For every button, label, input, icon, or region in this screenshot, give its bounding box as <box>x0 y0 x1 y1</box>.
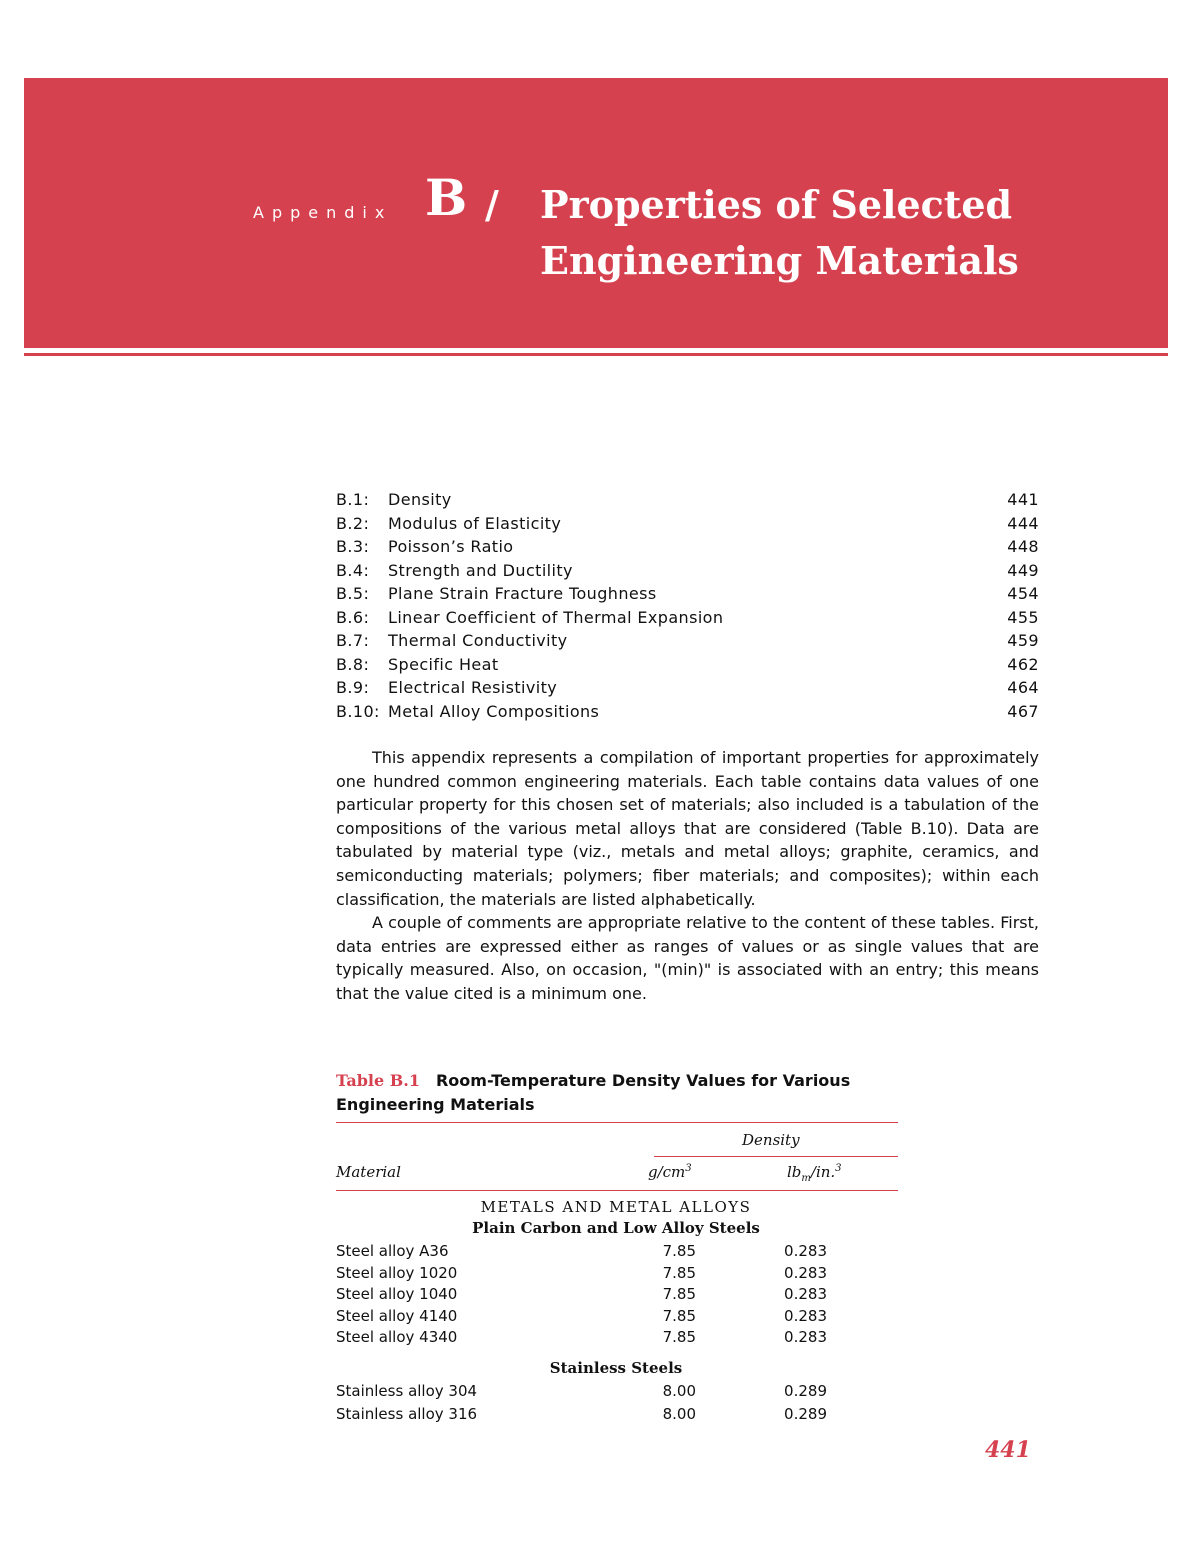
toc-title: Electrical Resistivity <box>388 678 558 697</box>
page-title-line-2: Engineering Materials <box>540 238 1019 283</box>
column-header-lb-in3 <box>787 1163 842 1184</box>
intro-text <box>336 746 1039 1006</box>
material-cell: Stainless alloy 316 <box>336 1405 478 1423</box>
toc-entry[interactable] <box>336 535 1039 559</box>
table-row <box>336 1283 896 1305</box>
toc-page: 448 <box>1007 537 1039 556</box>
toc-number: B.9: <box>336 678 370 697</box>
toc-title: Metal Alloy Compositions <box>388 701 600 721</box>
toc-entry[interactable] <box>336 629 1039 653</box>
toc-number: B.10: <box>336 701 380 721</box>
toc-entry[interactable] <box>336 653 1039 677</box>
toc-entry[interactable] <box>336 559 1039 583</box>
toc-number: B.4: <box>336 560 370 580</box>
lb-subscript: m <box>801 1173 811 1184</box>
g-cm3-exponent: 3 <box>685 1163 692 1174</box>
table-row <box>336 1305 896 1327</box>
table-row <box>336 1240 896 1262</box>
lb-in3-cell: 0.283 <box>784 1264 827 1282</box>
subsection-title: Plain Carbon and Low Alloy Steels <box>472 1219 760 1237</box>
table-title-line-2: Engineering Materials <box>336 1095 535 1114</box>
page-title-line-1: Properties of Selected <box>540 182 1013 227</box>
toc-number: B.3: <box>336 537 370 556</box>
page-number: 441 <box>985 1437 1031 1463</box>
table-top-rule <box>336 1122 898 1123</box>
toc-entry[interactable] <box>336 512 1039 536</box>
intro-paragraph-2: A couple of comments are appropriate relative to the content of these tables. First, data entries are expressed either as ranges of values or as single values that are typically measured. Also, on occasion, "(min)" is associated with an entry; this means that the value cited is a minimum one. <box>336 913 1039 1003</box>
subsection-title: Stainless Steels <box>549 1359 683 1377</box>
toc-number: B.5: <box>336 584 370 603</box>
toc-page: 444 <box>1007 513 1039 533</box>
heading-separator: / <box>485 182 499 227</box>
lb-in3-cell: 0.283 <box>784 1242 827 1260</box>
toc-page: 455 <box>1007 607 1039 627</box>
toc-entry[interactable] <box>336 700 1039 724</box>
lb-base: lb <box>787 1163 802 1181</box>
toc-entry[interactable] <box>336 606 1039 630</box>
g-cm3-cell: 7.85 <box>662 1328 696 1346</box>
toc-title: Thermal Conductivity <box>388 631 568 650</box>
appendix-label: Appendix <box>253 203 393 222</box>
toc-title: Density <box>388 490 452 509</box>
lb-exponent: 3 <box>835 1163 842 1174</box>
column-group-rule <box>654 1156 898 1157</box>
table-row <box>336 1262 896 1284</box>
material-cell: Steel alloy 4140 <box>336 1307 458 1325</box>
lb-in3-cell: 0.283 <box>784 1307 827 1325</box>
lb-in3-cell: 0.289 <box>784 1405 827 1423</box>
g-cm3-cell: 8.00 <box>662 1382 696 1400</box>
table-header-rule <box>336 1190 898 1191</box>
toc-entry[interactable] <box>336 582 1039 606</box>
table-row <box>336 1326 896 1348</box>
toc-title: Modulus of Elasticity <box>388 513 562 533</box>
toc-title: Linear Coefficient of Thermal Expansion <box>388 607 724 627</box>
toc-entry[interactable] <box>336 488 1039 512</box>
material-cell: Steel alloy 1040 <box>336 1285 458 1303</box>
g-cm3-cell: 8.00 <box>662 1405 696 1423</box>
toc-page: 454 <box>1007 584 1039 603</box>
table-label: Table B.1 <box>336 1071 420 1090</box>
toc-page: 467 <box>1007 701 1039 721</box>
toc-entry[interactable] <box>336 676 1039 700</box>
lb-tail: /in. <box>810 1163 836 1181</box>
lb-in3-cell: 0.289 <box>784 1382 827 1400</box>
toc-number: B.1: <box>336 490 370 509</box>
material-cell: Stainless alloy 304 <box>336 1382 478 1400</box>
toc-title: Strength and Ductility <box>388 560 573 580</box>
toc-title: Poisson’s Ratio <box>388 537 514 556</box>
toc-number: B.8: <box>336 654 370 674</box>
g-cm3-cell: 7.85 <box>662 1264 696 1282</box>
column-header-material: Material <box>336 1163 401 1181</box>
toc-number: B.7: <box>336 631 370 650</box>
table-row <box>336 1403 896 1425</box>
toc-page: 462 <box>1007 654 1039 674</box>
table-title-line-1: Room-Temperature Density Values for Various <box>435 1071 851 1090</box>
g-cm3-cell: 7.85 <box>662 1307 696 1325</box>
lb-in3-cell: 0.283 <box>784 1328 827 1346</box>
column-header-g-cm3 <box>648 1163 692 1181</box>
toc-page: 459 <box>1007 631 1039 650</box>
toc-title: Plane Strain Fracture Toughness <box>388 584 657 603</box>
lb-in3-cell: 0.283 <box>784 1285 827 1303</box>
toc-number: B.2: <box>336 513 370 533</box>
table-caption <box>336 1069 896 1117</box>
table-row <box>336 1380 896 1402</box>
toc-page: 449 <box>1007 560 1039 580</box>
toc-title: Specific Heat <box>388 654 499 674</box>
column-group-header: Density <box>742 1131 800 1149</box>
banner-rule <box>24 353 1168 356</box>
material-cell: Steel alloy A36 <box>336 1242 449 1260</box>
toc-page: 441 <box>1007 490 1039 509</box>
toc-number: B.6: <box>336 607 370 627</box>
g-cm3-base: g/cm <box>648 1163 686 1181</box>
section-title: METALS AND METAL ALLOYS <box>480 1198 752 1216</box>
material-cell: Steel alloy 4340 <box>336 1328 458 1346</box>
table-of-contents <box>336 488 1039 723</box>
appendix-letter: B <box>425 168 468 227</box>
toc-page: 464 <box>1007 678 1039 697</box>
intro-paragraph-1: This appendix represents a compilation of important properties for approximately one hundred common engineering materials. Each table contains data values of one particular property for this chosen set of materials; also included is a tabulation of the compositions of the various metal alloys that are considered (Table B.10). Data are tabulated by material type (viz., metals and metal alloys; graphite, ceramics, and semiconducting materials; polymers; fiber materials; and composites); within each classification, the materials are listed alphabetically. <box>336 748 1039 909</box>
g-cm3-cell: 7.85 <box>662 1242 696 1260</box>
g-cm3-cell: 7.85 <box>662 1285 696 1303</box>
material-cell: Steel alloy 1020 <box>336 1264 458 1282</box>
